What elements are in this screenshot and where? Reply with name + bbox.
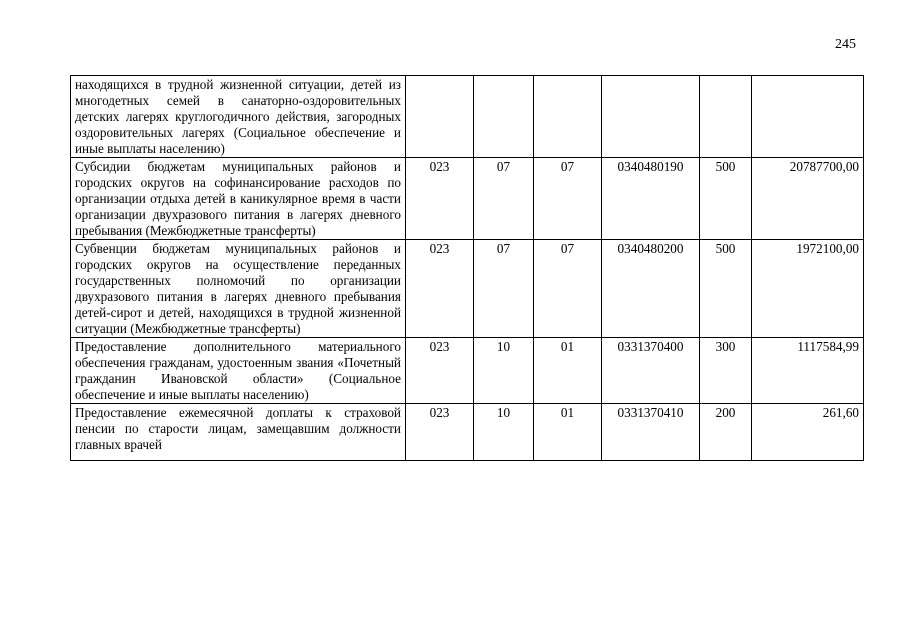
- ministry-code: 023: [406, 240, 474, 338]
- amount: 20787700,00: [752, 158, 864, 240]
- expense-type-code: 500: [700, 240, 752, 338]
- expense-type-code: 300: [700, 338, 752, 404]
- amount: 1972100,00: [752, 240, 864, 338]
- row-description: находящихся в трудной жизненной ситуации, детей из многодетных семей в санаторно-оздоровительных детских лагерях круглогодичного действия, загородных оздоровительных лагерях (Социальное обеспечение и иные выплаты населению): [71, 76, 406, 158]
- row-description: Субвенции бюджетам муниципальных районов и городских округов на осуществление переданных государственных полномочий по организации двухразового питания в лагерях дневного пребывания детей-сирот и детей, находящихся в трудной жизненной ситуации (Межбюджетные трансферты): [71, 240, 406, 338]
- table-row: [71, 240, 864, 338]
- expense-type-code: 200: [700, 404, 752, 461]
- amount: 261,60: [752, 404, 864, 461]
- subsection-code: 07: [534, 158, 602, 240]
- ministry-code: 023: [406, 404, 474, 461]
- target-article-code: [602, 76, 700, 158]
- subsection-code: 07: [534, 240, 602, 338]
- amount: 1117584,99: [752, 338, 864, 404]
- subsection-code: 01: [534, 338, 602, 404]
- target-article-code: 0331370400: [602, 338, 700, 404]
- table-row: [71, 404, 864, 461]
- target-article-code: 0340480190: [602, 158, 700, 240]
- amount: [752, 76, 864, 158]
- row-description: Предоставление дополнительного материального обеспечения гражданам, удостоенным звания «Почетный гражданин Ивановской области» (Социальное обеспечение и иные выплаты населению): [71, 338, 406, 404]
- section-code: 07: [474, 158, 534, 240]
- row-description-text: Предоставление ежемесячной доплаты к страховой пенсии по старости лицам, замещавшим должности главных врачей: [75, 405, 401, 452]
- section-code: 07: [474, 240, 534, 338]
- subsection-code: 01: [534, 404, 602, 461]
- budget-table: [70, 75, 864, 461]
- table-row: [71, 76, 864, 158]
- ministry-code: [406, 76, 474, 158]
- ministry-code: 023: [406, 158, 474, 240]
- subsection-code: [534, 76, 602, 158]
- page-number: 245: [835, 37, 856, 52]
- target-article-code: 0331370410: [602, 404, 700, 461]
- table-row: [71, 158, 864, 240]
- row-description: Субсидии бюджетам муниципальных районов и городских округов на софинансирование расходов по организации отдыха детей в каникулярное время в части организации двухразового питания в лагерях дневного пребывания (Межбюджетные трансферты): [71, 158, 406, 240]
- row-description: [71, 404, 406, 461]
- section-code: 10: [474, 338, 534, 404]
- section-code: [474, 76, 534, 158]
- expense-type-code: [700, 76, 752, 158]
- section-code: 10: [474, 404, 534, 461]
- table-row: [71, 338, 864, 404]
- expense-type-code: 500: [700, 158, 752, 240]
- ministry-code: 023: [406, 338, 474, 404]
- target-article-code: 0340480200: [602, 240, 700, 338]
